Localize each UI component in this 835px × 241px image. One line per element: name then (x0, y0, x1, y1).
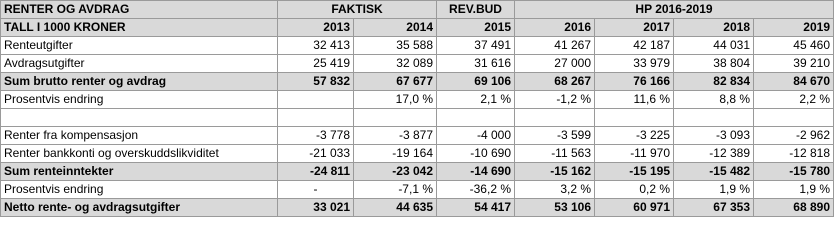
cell: -3 599 (515, 127, 595, 145)
cell: 31 616 (437, 55, 515, 73)
cell: 35 588 (354, 37, 437, 55)
row-label: Renteutgifter (1, 37, 278, 55)
year-2018: 2018 (674, 19, 754, 37)
cell: 41 267 (515, 37, 595, 55)
cell: -3 877 (354, 127, 437, 145)
table-row (1, 145, 834, 163)
cell: -15 780 (754, 163, 834, 181)
year-2016: 2016 (515, 19, 595, 37)
cell: 8,8 % (674, 91, 754, 109)
cell: 32 413 (278, 37, 354, 55)
cell: 60 971 (595, 199, 674, 217)
cell: -2 962 (754, 127, 834, 145)
cell: -1,2 % (515, 91, 595, 109)
blank-cell (595, 109, 674, 127)
row-label: Renter fra kompensasjon (1, 127, 278, 145)
cell: -10 690 (437, 145, 515, 163)
year-2017: 2017 (595, 19, 674, 37)
table-row-sum (1, 199, 834, 217)
cell: - (278, 181, 354, 199)
cell: 68 267 (515, 73, 595, 91)
cell: -4 000 (437, 127, 515, 145)
blank-cell (278, 109, 354, 127)
header-row-groups (1, 1, 834, 19)
row-label: Prosentvis endring (1, 181, 278, 199)
cell: 33 021 (278, 199, 354, 217)
table-row (1, 55, 834, 73)
cell: -12 389 (674, 145, 754, 163)
cell: 53 106 (515, 199, 595, 217)
cell: 68 890 (754, 199, 834, 217)
cell: -24 811 (278, 163, 354, 181)
row-label: Sum brutto renter og avdrag (1, 73, 278, 91)
cell: 1,9 % (754, 181, 834, 199)
cell: 42 187 (595, 37, 674, 55)
blank-cell (1, 109, 278, 127)
cell: 57 832 (278, 73, 354, 91)
year-2019: 2019 (754, 19, 834, 37)
cell: 1,9 % (674, 181, 754, 199)
year-2015: 2015 (437, 19, 515, 37)
blank-cell (354, 109, 437, 127)
table-row (1, 91, 834, 109)
cell: 45 460 (754, 37, 834, 55)
cell: 54 417 (437, 199, 515, 217)
group-hp: HP 2016-2019 (515, 1, 834, 19)
cell: -3 093 (674, 127, 754, 145)
blank-cell (515, 109, 595, 127)
cell: -7,1 % (354, 181, 437, 199)
cell: -11 563 (515, 145, 595, 163)
cell: 67 353 (674, 199, 754, 217)
table-row (1, 181, 834, 199)
cell: 39 210 (754, 55, 834, 73)
cell: 11,6 % (595, 91, 674, 109)
table-row (1, 37, 834, 55)
cell: -3 225 (595, 127, 674, 145)
group-faktisk: FAKTISK (278, 1, 437, 19)
cell: 2,2 % (754, 91, 834, 109)
cell: 82 834 (674, 73, 754, 91)
cell: 69 106 (437, 73, 515, 91)
row-label: Sum renteinntekter (1, 163, 278, 181)
cell: -11 970 (595, 145, 674, 163)
cell: -15 195 (595, 163, 674, 181)
cell: 2,1 % (437, 91, 515, 109)
blank-cell (437, 109, 515, 127)
blank-cell (674, 109, 754, 127)
row-label: Netto rente- og avdragsutgifter (1, 199, 278, 217)
cell: 38 804 (674, 55, 754, 73)
year-2014: 2014 (354, 19, 437, 37)
cell: 37 491 (437, 37, 515, 55)
cell: 3,2 % (515, 181, 595, 199)
cell: 0,2 % (595, 181, 674, 199)
cell: -14 690 (437, 163, 515, 181)
cell: -19 164 (354, 145, 437, 163)
header-row-years (1, 19, 834, 37)
row-label: Prosentvis endring (1, 91, 278, 109)
cell: 44 031 (674, 37, 754, 55)
cell: 25 419 (278, 55, 354, 73)
cell: 17,0 % (354, 91, 437, 109)
table-row-sum (1, 163, 834, 181)
cell: -36,2 % (437, 181, 515, 199)
year-2013: 2013 (278, 19, 354, 37)
table-subtitle: TALL I 1000 KRONER (1, 19, 278, 37)
cell: -23 042 (354, 163, 437, 181)
cell (278, 91, 354, 109)
table-row-sum (1, 73, 834, 91)
cell: 44 635 (354, 199, 437, 217)
cell: 76 166 (595, 73, 674, 91)
cell: 67 677 (354, 73, 437, 91)
cell: -15 482 (674, 163, 754, 181)
cell: -15 162 (515, 163, 595, 181)
cell: -12 818 (754, 145, 834, 163)
blank-cell (754, 109, 834, 127)
cell: -3 778 (278, 127, 354, 145)
table-title: RENTER OG AVDRAG (1, 1, 278, 19)
row-label: Renter bankkonti og overskuddslikviditet (1, 145, 278, 163)
cell: 27 000 (515, 55, 595, 73)
cell: 32 089 (354, 55, 437, 73)
table-row (1, 127, 834, 145)
cell: 33 979 (595, 55, 674, 73)
cell: 84 670 (754, 73, 834, 91)
cell: -21 033 (278, 145, 354, 163)
table-row-blank (1, 109, 834, 127)
group-revbud: REV.BUD (437, 1, 515, 19)
row-label: Avdragsutgifter (1, 55, 278, 73)
